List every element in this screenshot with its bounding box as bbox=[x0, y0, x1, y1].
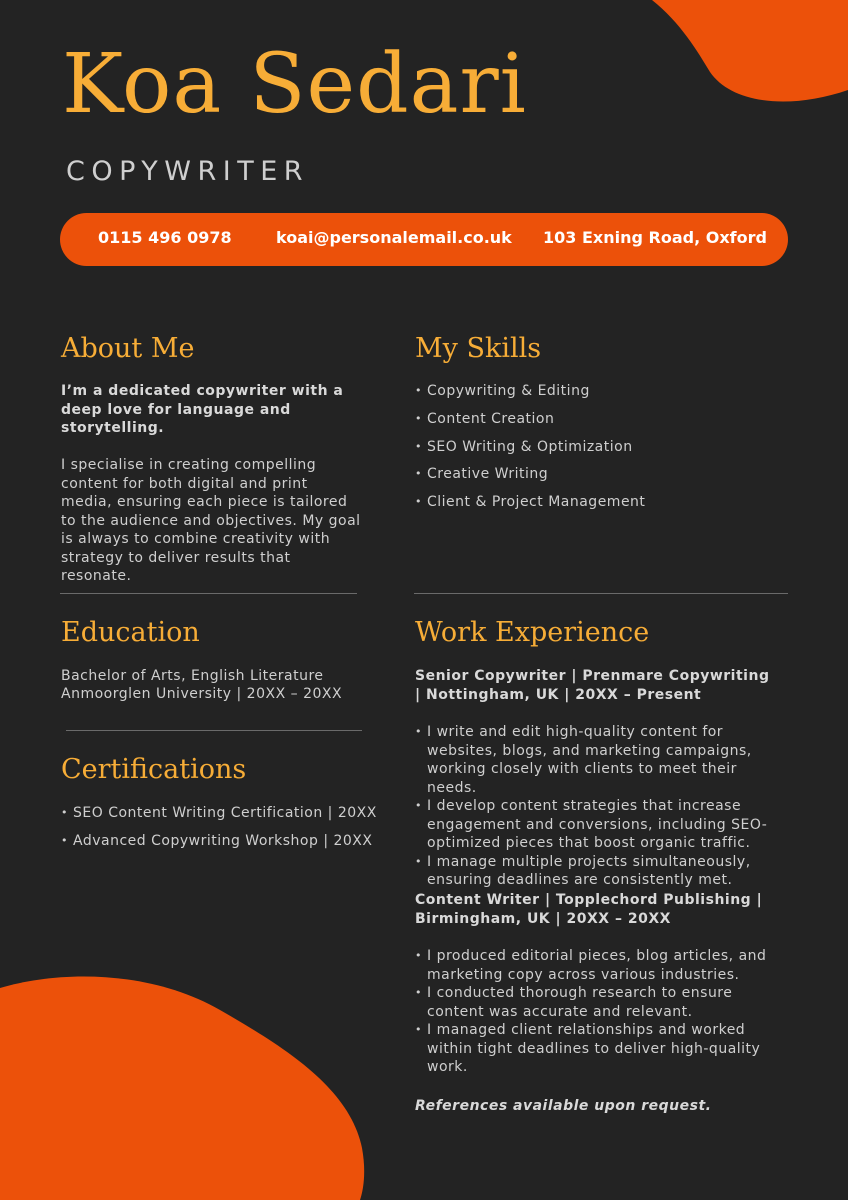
job-bullet: • I produced editorial pieces, blog articles, and marketing copy across various industries. bbox=[415, 947, 775, 984]
skills-list bbox=[415, 382, 775, 521]
divider-right bbox=[414, 593, 788, 594]
job-title: COPYWRITER bbox=[66, 156, 310, 187]
job-1-bullets bbox=[415, 723, 783, 890]
divider-left-1 bbox=[60, 593, 357, 594]
skill-item: • Content Creation bbox=[415, 410, 775, 438]
certification-item: • SEO Content Writing Certification | 20XX bbox=[61, 804, 391, 832]
skill-item: • Client & Project Management bbox=[415, 493, 775, 521]
job-2-bullets bbox=[415, 947, 775, 1077]
contact-bar bbox=[60, 213, 788, 266]
references-note: References available upon request. bbox=[415, 1098, 712, 1114]
contact-phone: 0115 496 0978 bbox=[98, 228, 232, 247]
decorative-blob-bottom-left bbox=[0, 970, 370, 1200]
education-school: Anmoorglen University | 20XX – 20XX bbox=[61, 686, 343, 702]
experience-heading: Work Experience bbox=[415, 617, 650, 648]
job-bullet: • I managed client relationships and worked within tight deadlines to deliver high-quality work. bbox=[415, 1021, 775, 1077]
divider-left-2 bbox=[66, 730, 362, 731]
about-body: I specialise in creating compelling content for both digital and print media, ensuring each piece is tailored to the audience and objectives. My goal is always to combine creativity with strategy to deliver results that resonate. bbox=[61, 457, 361, 584]
contact-address: 103 Exning Road, Oxford bbox=[543, 228, 767, 247]
contact-email: koai@personalemail.co.uk bbox=[276, 228, 512, 247]
about-intro: I’m a dedicated copywriter with a deep love for language and storytelling. bbox=[61, 383, 344, 436]
job-title-1: Senior Copywriter | Prenmare Copywriting | Nottingham, UK | 20XX – Present bbox=[415, 668, 770, 703]
skill-item: • Copywriting & Editing bbox=[415, 382, 775, 410]
education-degree: Bachelor of Arts, English Literature bbox=[61, 668, 324, 684]
skill-item: • SEO Writing & Optimization bbox=[415, 438, 775, 466]
job-bullet: • I develop content strategies that increase engagement and conversions, including SEO-optimized pieces that boost organic traffic. bbox=[415, 797, 783, 853]
about-heading: About Me bbox=[61, 333, 195, 364]
certifications-heading: Certifications bbox=[61, 754, 247, 785]
certification-item: • Advanced Copywriting Workshop | 20XX bbox=[61, 832, 391, 860]
job-title-2: Content Writer | Topplechord Publishing | Birmingham, UK | 20XX – 20XX bbox=[415, 892, 763, 927]
skills-heading: My Skills bbox=[415, 333, 542, 364]
job-bullet: • I conducted thorough research to ensure content was accurate and relevant. bbox=[415, 984, 775, 1021]
job-bullet: • I manage multiple projects simultaneously, ensuring deadlines are consistently met. bbox=[415, 853, 783, 890]
education-heading: Education bbox=[61, 617, 200, 648]
candidate-name: Koa Sedari bbox=[62, 37, 527, 132]
decorative-blob-top-right bbox=[640, 0, 848, 110]
certifications-list bbox=[61, 804, 391, 860]
skill-item: • Creative Writing bbox=[415, 465, 775, 493]
job-bullet: • I write and edit high-quality content for websites, blogs, and marketing campaigns, working closely with clients to meet their needs. bbox=[415, 723, 783, 797]
